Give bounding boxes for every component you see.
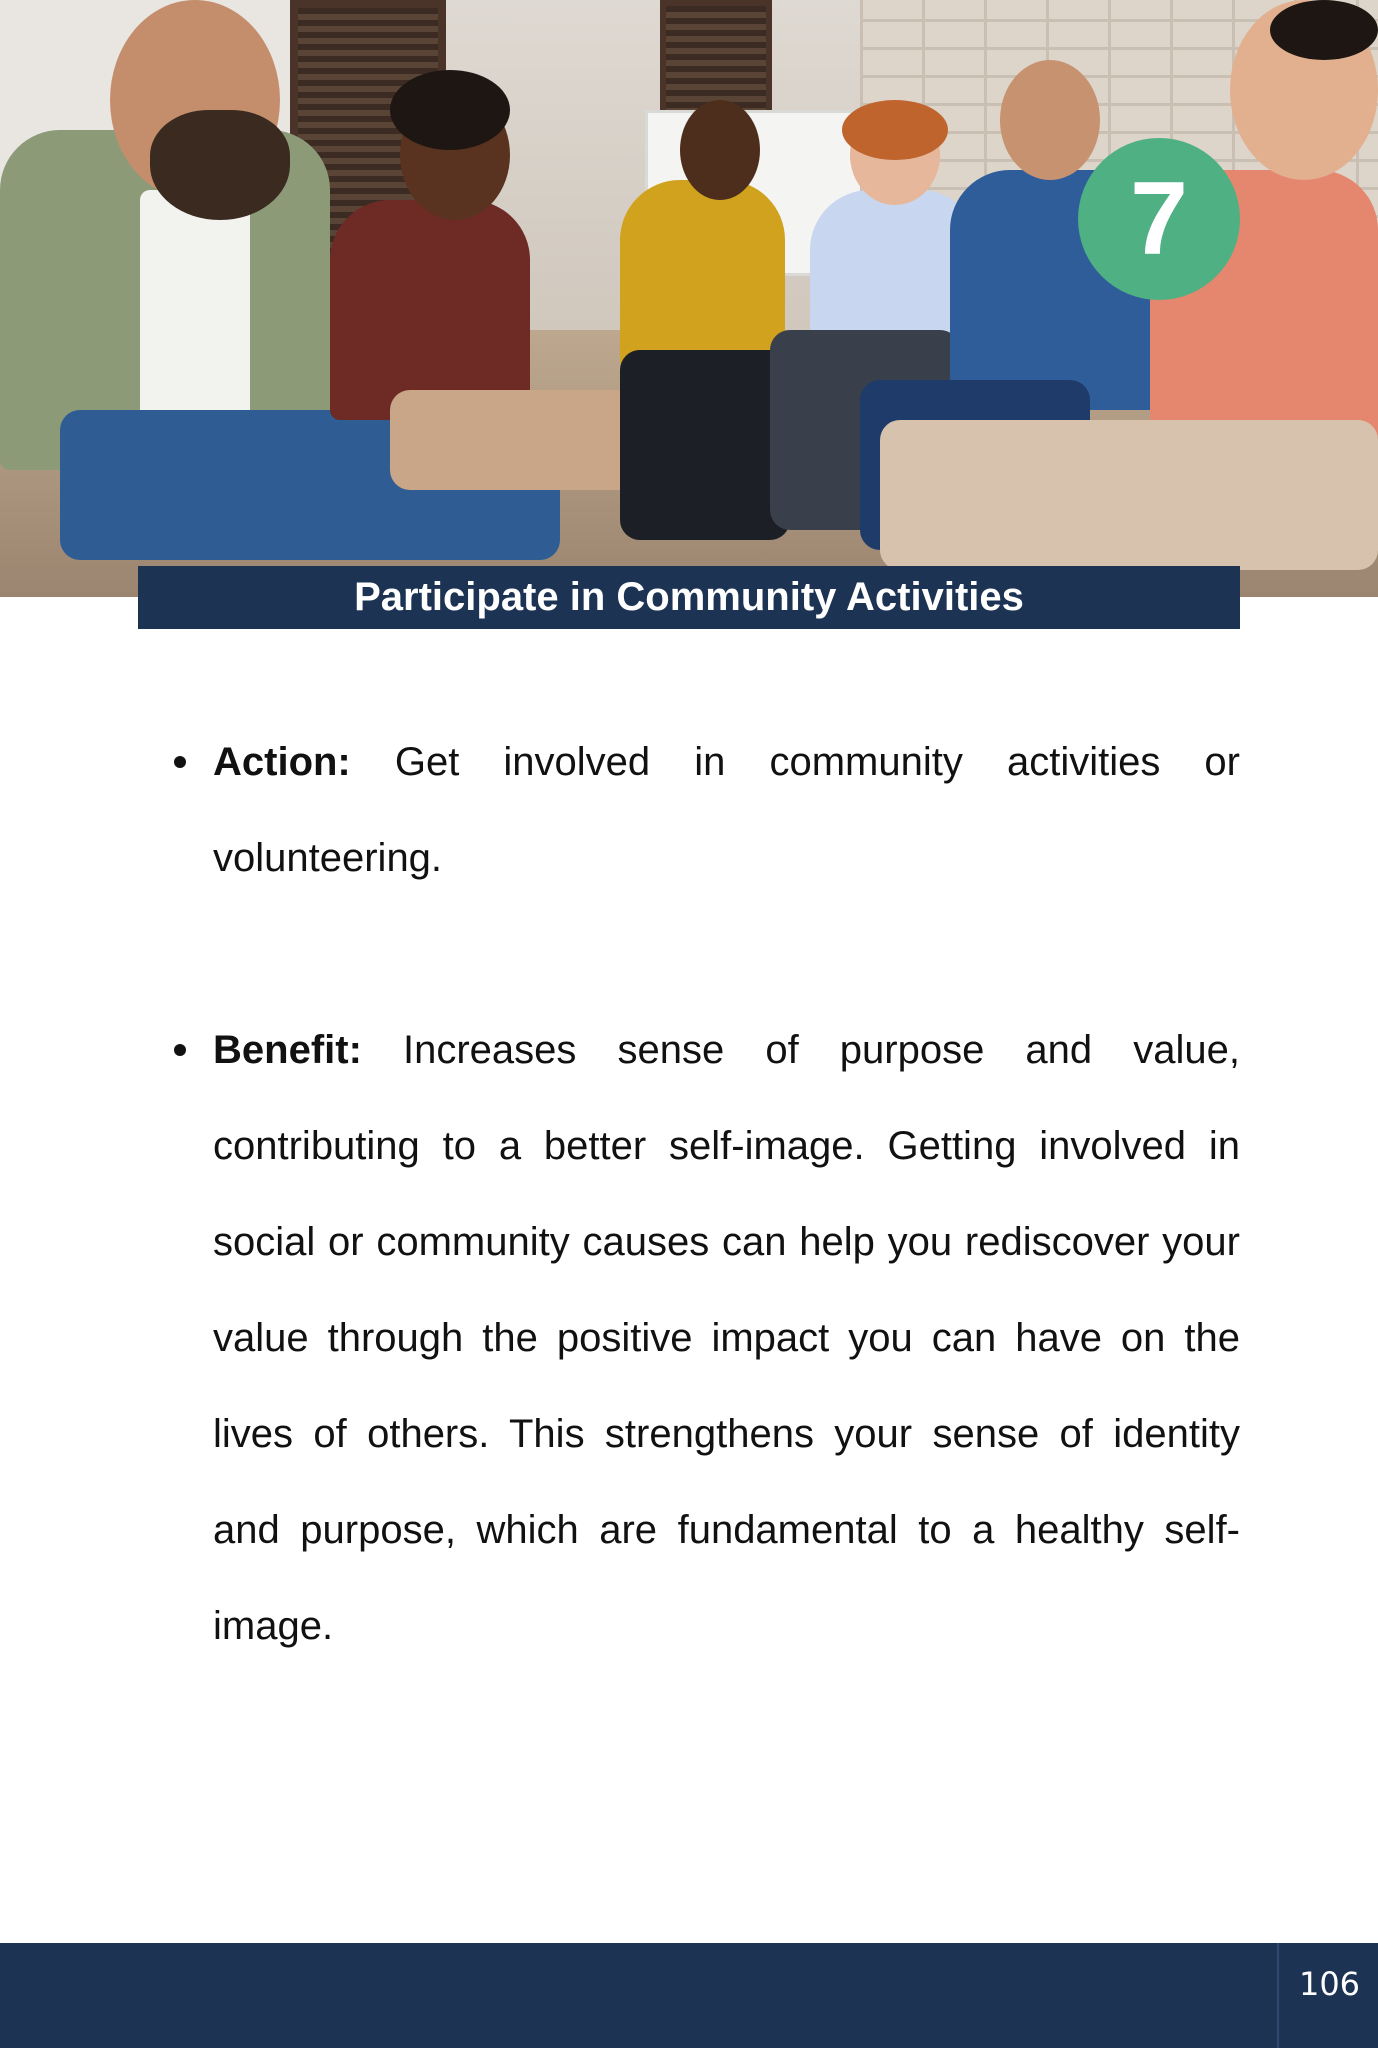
bullet-icon xyxy=(174,756,186,768)
footer-bar xyxy=(0,1943,1378,2048)
bullet-text: Increases sense of purpose and value, contributing to a better self-image. Getting involved in social or community causes can help you rediscover your value through the positive impact you can have on the lives of others. This strengthens your sense of identity and purpose, which are fundamental to a healthy self-image. xyxy=(213,1028,1240,1648)
bullet-icon xyxy=(174,1044,186,1056)
section-title: Participate in Community Activities xyxy=(138,566,1240,629)
divider xyxy=(1277,1943,1279,2048)
bullet-label: Benefit: xyxy=(213,1028,362,1072)
bullet-text: Get involved in community activities or volunteering. xyxy=(213,740,1240,880)
list-item xyxy=(213,714,1240,906)
bullet-label: Action: xyxy=(213,740,351,784)
hero-photo xyxy=(0,0,1378,597)
page-number: 106 xyxy=(1298,1965,1361,2003)
list-item xyxy=(213,1002,1240,1674)
step-number-badge: 7 xyxy=(1078,138,1240,300)
